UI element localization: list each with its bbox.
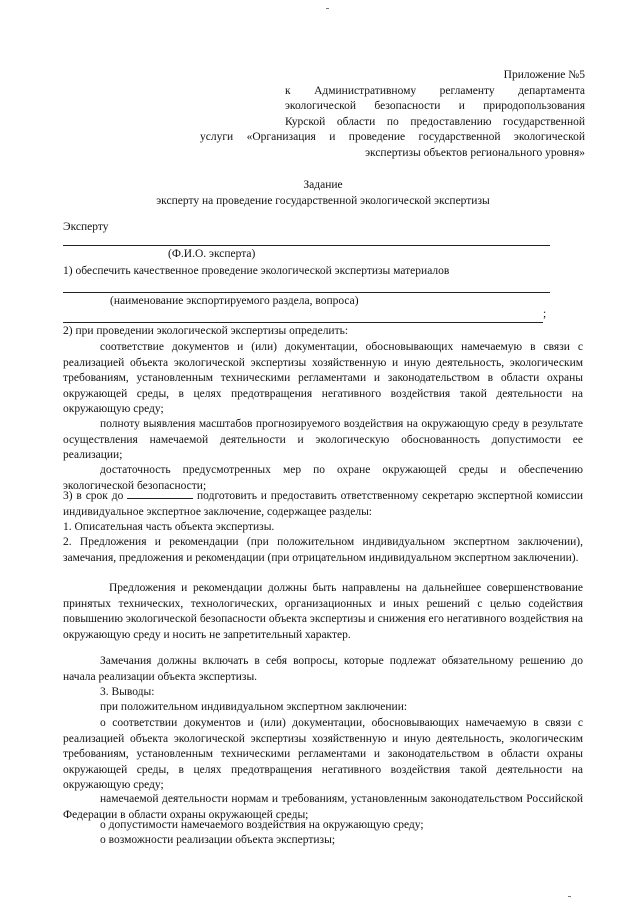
- annex-number: Приложение №5: [503, 69, 585, 81]
- expert-label: Эксперту: [63, 221, 109, 233]
- doc-subtitle: эксперту на проведение государственной экологической экспертизы: [156, 195, 490, 207]
- item-3-text: подготовить и предоставить ответственному секретарю экспертной комиссии индивидуальное экспертное заключение, содержащее разделы:: [63, 490, 583, 518]
- fio-line: [63, 245, 550, 246]
- paragraph-full: полноту выявления масштабов прогнозируемого воздействия на окружающую среду в результате осуществления намечаемой деятельности и экологическую обоснованность допустимости ее реализации;: [63, 418, 583, 461]
- annex-line: к Административному регламенту департамента: [285, 84, 585, 97]
- annex-line: экспертизы объектов регионального уровня»: [365, 146, 585, 159]
- item-3: [63, 489, 583, 520]
- conclusion-impact: о допустимости намечаемого воздействия на окружающую среду;: [100, 819, 424, 831]
- section-1: 1. Описательная часть объекта экспертизы.: [63, 521, 275, 533]
- section-3: 3. Выводы:: [100, 686, 155, 698]
- positive-conclusion: при положительном индивидуальном экспертном заключении:: [100, 701, 408, 713]
- section-caption: (наименование экспортируемого раздела, вопроса): [110, 295, 359, 307]
- paragraph-proposals: Предложения и рекомендации должны быть направлены на дальнейшее совершенствование принятых технических, технологических, организационных и иных решений с целью содействия повышению экологической безопасности объекта экспертизы и снижения его негативного воздействия на окружающую среду и носить не запретительный характер.: [63, 582, 583, 641]
- semicolon: ;: [543, 308, 547, 320]
- paragraph-docs: соответствие документов и (или) документации, обосновывающих намечаемую в связи с реализацией объекта экологической экспертизы хозяйственную и иную деятельность, экологическим требованиям, установленным техническими регламентами и законодательством в области охраны окружающей среды, в целях предотвращения негативного воздействия такой деятельности на окружающую среду;: [63, 341, 583, 415]
- deadline-blank: [127, 489, 193, 499]
- item-1: 1) обеспечить качественное проведение экологической экспертизы материалов: [63, 265, 450, 277]
- item-3-deadline-label: 3) в срок до: [63, 490, 124, 502]
- section-line: [63, 322, 543, 323]
- fio-caption: (Ф.И.О. эксперта): [168, 248, 256, 260]
- conclusion-compliance: о соответствии документов и (или) документации, обосновывающих намечаемую в связи с реализацией объекта экологической экспертизы хозяйственную и иную деятельность, экологическим требованиям, установленным техническими регламентами и законодательством в области охраны окружающей среды, в целях предотвращения негативного воздействия такой деятельности на окружающую среду;: [63, 717, 583, 791]
- scan-mark: [568, 896, 571, 897]
- conclusion-norms: намечаемой деятельности нормам и требованиям, установленным законодательством Российской Федерации в области охраны окружающей среды;: [63, 793, 583, 821]
- annex-line: Курской области по предоставлению государственной: [285, 115, 585, 128]
- annex-line: экологической безопасности и природопользования: [285, 100, 585, 112]
- scan-mark: [326, 8, 329, 9]
- materials-line: [63, 292, 550, 293]
- section-2: 2. Предложения и рекомендации (при положительном индивидуальном экспертном заключении), замечания, предложения и рекомендации (при отрицательном индивидуальном экспертном заключении).: [63, 536, 583, 564]
- paragraph-enough: достаточность предусмотренных мер по охране окружающей среды и обеспечению экологической безопасности;: [63, 464, 583, 492]
- conclusion-feasibility: о возможности реализации объекта экспертизы;: [100, 834, 336, 846]
- doc-title: Задание: [303, 179, 343, 191]
- item-2: 2) при проведении экологической экспертизы определить:: [63, 325, 349, 337]
- paragraph-remarks: Замечания должны включать в себя вопросы, которые подлежат обязательному решению до начала реализации объекта экспертизы.: [63, 655, 583, 683]
- annex-line: услуги «Организация и проведение государственной экологической: [200, 131, 585, 143]
- annex-header: [200, 68, 585, 161]
